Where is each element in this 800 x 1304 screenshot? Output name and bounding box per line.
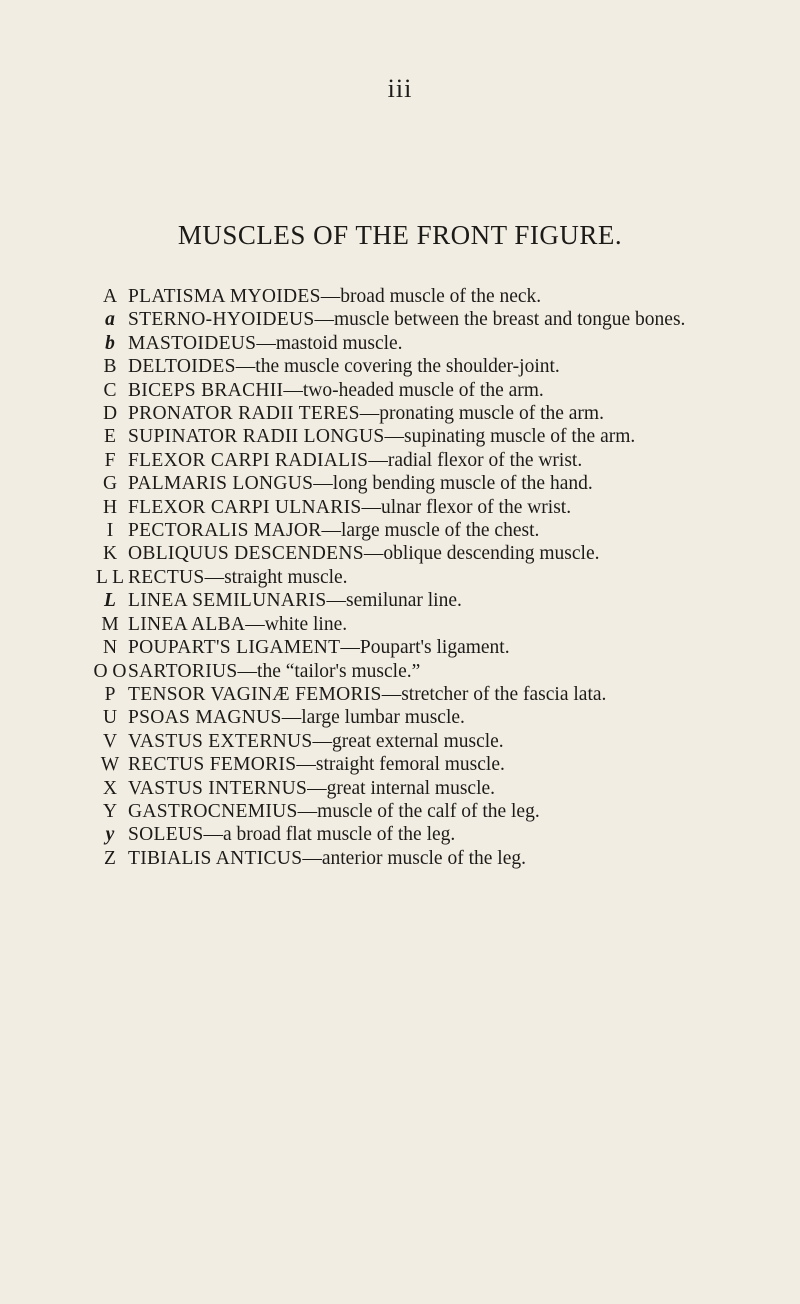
entry-letter: B bbox=[103, 356, 117, 378]
muscle-name: VASTUS INTERNUS bbox=[128, 777, 308, 799]
legend-entry bbox=[92, 800, 772, 823]
entry-letter: W bbox=[100, 754, 120, 776]
muscle-name: LINEA ALBA bbox=[128, 613, 246, 635]
entry-letter: O O bbox=[93, 660, 127, 682]
entry-letter: y bbox=[105, 824, 115, 846]
legend-entry bbox=[92, 472, 772, 495]
entry-text: GASTROCNEMIUS—muscle of the calf of the leg. bbox=[128, 800, 540, 822]
legend-entry bbox=[92, 308, 772, 331]
entry-text: PALMARIS LONGUS—long bending muscle of the hand. bbox=[128, 473, 593, 495]
muscle-name: TENSOR VAGINÆ FEMORIS bbox=[128, 683, 382, 705]
muscle-name: STERNO-HYOIDEUS bbox=[128, 309, 315, 331]
legend-entry bbox=[92, 847, 772, 870]
muscle-description: white line. bbox=[264, 613, 348, 635]
entry-text: SARTORIUS—the “tailor's muscle.” bbox=[128, 660, 421, 682]
muscle-description: straight muscle. bbox=[224, 566, 348, 588]
entry-letter: K bbox=[102, 543, 118, 565]
entry-letter: H bbox=[102, 496, 118, 518]
muscle-description: great internal muscle. bbox=[326, 777, 496, 799]
muscle-name: SOLEUS bbox=[128, 824, 204, 846]
muscle-description: oblique descending muscle. bbox=[383, 543, 600, 565]
entry-letter: I bbox=[106, 520, 114, 542]
legend-entry bbox=[92, 379, 772, 402]
entry-text: LINEA ALBA—white line. bbox=[128, 613, 348, 635]
entry-text: PECTORALIS MAJOR—large muscle of the chest. bbox=[128, 520, 540, 542]
entry-text: STERNO-HYOIDEUS—muscle between the breast and tongue bones. bbox=[128, 309, 686, 331]
muscle-description: straight femoral muscle. bbox=[315, 754, 505, 776]
entry-text: RECTUS FEMORIS—straight femoral muscle. bbox=[128, 754, 505, 776]
entry-text: DELTOIDES—the muscle covering the shoulder-joint. bbox=[128, 356, 560, 378]
muscle-description: muscle between the breast and tongue bones. bbox=[334, 309, 686, 331]
entry-letter: E bbox=[104, 426, 116, 448]
muscle-description: large muscle of the chest. bbox=[341, 520, 540, 542]
muscle-name: OBLIQUUS DESCENDENS bbox=[128, 543, 364, 565]
entry-letter: L L bbox=[96, 566, 124, 588]
legend-entry bbox=[92, 332, 772, 355]
muscle-name: DELTOIDES bbox=[128, 356, 236, 378]
muscle-name: FLEXOR CARPI RADIALIS bbox=[128, 449, 369, 471]
muscle-description: semilunar line. bbox=[345, 590, 462, 612]
muscle-description: great external muscle. bbox=[332, 730, 504, 752]
legend-entry bbox=[92, 285, 772, 308]
entry-letter: C bbox=[103, 379, 117, 401]
entry-letter: D bbox=[102, 403, 118, 425]
entry-letter: Y bbox=[102, 800, 118, 822]
muscle-description: the “tailor's muscle.” bbox=[257, 660, 421, 682]
muscle-name: LINEA SEMILUNARIS bbox=[128, 590, 327, 612]
muscle-description: anterior muscle of the leg. bbox=[321, 847, 526, 869]
muscle-description: two-headed muscle of the arm. bbox=[302, 379, 544, 401]
entry-text: RECTUS—straight muscle. bbox=[128, 566, 348, 588]
entry-letter: A bbox=[102, 286, 118, 307]
muscle-name: POUPART'S LIGAMENT bbox=[128, 637, 341, 659]
entry-letter: F bbox=[104, 449, 116, 471]
legend-entry bbox=[92, 566, 772, 589]
muscle-name: SARTORIUS bbox=[128, 660, 238, 682]
entry-letter: b bbox=[105, 332, 115, 354]
entry-text: TENSOR VAGINÆ FEMORIS—stretcher of the fascia lata. bbox=[128, 683, 607, 705]
entry-letter: L bbox=[104, 590, 116, 612]
legend-entry bbox=[92, 660, 772, 683]
page-title: MUSCLES OF THE FRONT FIGURE. bbox=[177, 220, 623, 250]
muscle-description: mastoid muscle. bbox=[275, 332, 403, 354]
muscle-description: large lumbar muscle. bbox=[301, 707, 465, 729]
entry-letter: a bbox=[105, 309, 115, 331]
muscle-name: RECTUS bbox=[128, 566, 205, 588]
muscle-name: RECTUS FEMORIS bbox=[128, 754, 297, 776]
legend-entry bbox=[92, 402, 772, 425]
entry-letter: G bbox=[102, 473, 118, 495]
muscle-name: TIBIALIS ANTICUS bbox=[128, 847, 303, 869]
legend-entry bbox=[92, 589, 772, 612]
muscle-legend-list bbox=[92, 285, 772, 870]
muscle-name: PLATISMA MYOIDES bbox=[128, 286, 321, 307]
entry-text: PRONATOR RADII TERES—pronating muscle of the arm. bbox=[128, 403, 604, 425]
muscle-description: muscle of the calf of the leg. bbox=[317, 800, 540, 822]
entry-text: SUPINATOR RADII LONGUS—supinating muscle of the arm. bbox=[128, 426, 636, 448]
muscle-description: pronating muscle of the arm. bbox=[379, 403, 604, 425]
legend-entry bbox=[92, 777, 772, 800]
legend-entry bbox=[92, 683, 772, 706]
entry-text: PSOAS MAGNUS—large lumbar muscle. bbox=[128, 707, 465, 729]
muscle-description: Poupart's ligament. bbox=[359, 637, 510, 659]
legend-entry bbox=[92, 519, 772, 542]
muscle-name: SUPINATOR RADII LONGUS bbox=[128, 426, 385, 448]
entry-letter: X bbox=[102, 777, 118, 799]
entry-letter: Z bbox=[104, 847, 116, 869]
muscle-description: broad muscle of the neck. bbox=[340, 286, 542, 307]
entry-text: POUPART'S LIGAMENT—Poupart's ligament. bbox=[128, 637, 510, 659]
legend-entry bbox=[92, 706, 772, 729]
legend-entry bbox=[92, 355, 772, 378]
muscle-description: supinating muscle of the arm. bbox=[404, 426, 636, 448]
entry-text: FLEXOR CARPI ULNARIS—ulnar flexor of the wrist. bbox=[128, 496, 572, 518]
entry-text: SOLEUS—a broad flat muscle of the leg. bbox=[128, 824, 456, 846]
legend-entry bbox=[92, 636, 772, 659]
muscle-name: FLEXOR CARPI ULNARIS bbox=[128, 496, 362, 518]
muscle-name: PALMARIS LONGUS bbox=[128, 473, 314, 495]
muscle-description: radial flexor of the wrist. bbox=[387, 449, 583, 471]
muscle-name: PECTORALIS MAJOR bbox=[128, 520, 322, 542]
legend-entry bbox=[92, 823, 772, 846]
muscle-name: PSOAS MAGNUS bbox=[128, 707, 282, 729]
legend-entry bbox=[92, 425, 772, 448]
entry-text: TIBIALIS ANTICUS—anterior muscle of the leg. bbox=[128, 847, 526, 869]
muscle-name: MASTOIDEUS bbox=[128, 332, 257, 354]
muscle-description: ulnar flexor of the wrist. bbox=[381, 496, 572, 518]
entry-text: BICEPS BRACHII—two-headed muscle of the arm. bbox=[128, 379, 544, 401]
legend-entry bbox=[92, 449, 772, 472]
entry-text: MASTOIDEUS—mastoid muscle. bbox=[128, 332, 403, 354]
entry-letter: N bbox=[102, 637, 118, 659]
muscle-description: long bending muscle of the hand. bbox=[332, 473, 593, 495]
entry-letter: P bbox=[104, 683, 116, 705]
entry-letter: V bbox=[102, 730, 118, 752]
entry-text: VASTUS EXTERNUS—great external muscle. bbox=[128, 730, 504, 752]
entry-text: PLATISMA MYOIDES—broad muscle of the neck. bbox=[128, 286, 542, 307]
muscle-description: stretcher of the fascia lata. bbox=[401, 683, 607, 705]
page-number: iii bbox=[387, 74, 413, 103]
entry-letter: M bbox=[101, 613, 119, 635]
legend-entry bbox=[92, 542, 772, 565]
muscle-description: the muscle covering the shoulder-joint. bbox=[255, 356, 560, 378]
muscle-description: a broad flat muscle of the leg. bbox=[222, 824, 456, 846]
entry-letter: U bbox=[102, 707, 118, 729]
entry-text: FLEXOR CARPI RADIALIS—radial flexor of the wrist. bbox=[128, 449, 583, 471]
entry-text: VASTUS INTERNUS—great internal muscle. bbox=[128, 777, 496, 799]
entry-text: OBLIQUUS DESCENDENS—oblique descending muscle. bbox=[128, 543, 600, 565]
muscle-name: PRONATOR RADII TERES bbox=[128, 403, 360, 425]
legend-entry bbox=[92, 613, 772, 636]
legend-entry bbox=[92, 496, 772, 519]
muscle-name: BICEPS BRACHII bbox=[128, 379, 284, 401]
legend-entry bbox=[92, 753, 772, 776]
entry-text: LINEA SEMILUNARIS—semilunar line. bbox=[128, 590, 462, 612]
legend-entry bbox=[92, 730, 772, 753]
muscle-name: GASTROCNEMIUS bbox=[128, 800, 298, 822]
muscle-name: VASTUS EXTERNUS bbox=[128, 730, 313, 752]
